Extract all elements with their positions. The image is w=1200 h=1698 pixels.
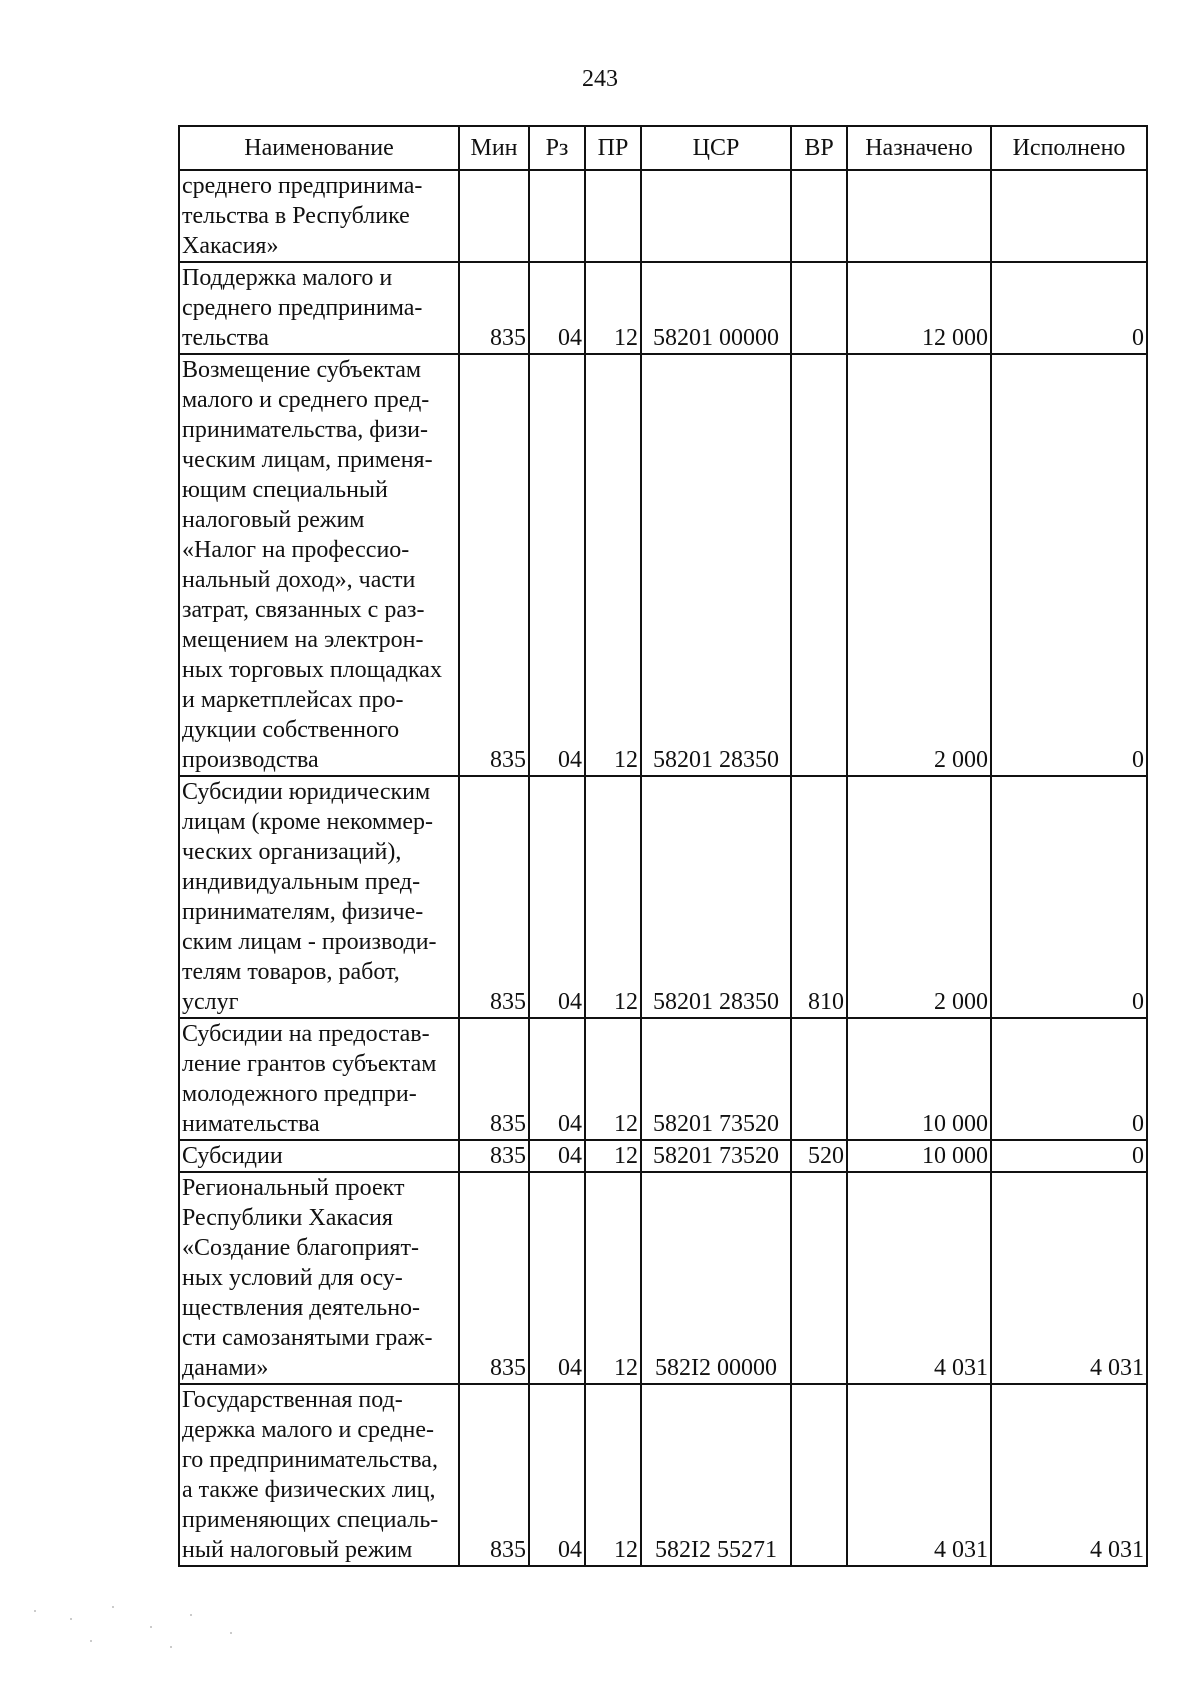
cell-executed: 4 031: [991, 1384, 1147, 1566]
cell-min: 835: [459, 1018, 529, 1140]
cell-vr: [791, 1172, 847, 1384]
name-line: дукции собственного: [182, 717, 400, 743]
table-body: [179, 170, 1147, 1566]
table-row: [179, 1172, 1147, 1384]
name-line: ных торговых площадках: [182, 657, 442, 683]
name-line: Субсидии: [182, 1143, 283, 1169]
cell-name: [179, 776, 459, 1018]
cell-assigned: 10 000: [847, 1140, 991, 1172]
name-line: Региональный проект: [182, 1175, 405, 1201]
table-row: [179, 776, 1147, 1018]
cell-vr: [791, 262, 847, 354]
cell-executed: 0: [991, 1140, 1147, 1172]
cell-pr: 12: [585, 1140, 641, 1172]
cell-name: [179, 1172, 459, 1384]
cell-assigned: [847, 170, 991, 262]
cell-csr: 58201 28350: [641, 776, 791, 1018]
cell-assigned: 2 000: [847, 354, 991, 776]
cell-csr: 58201 00000: [641, 262, 791, 354]
cell-csr: 58201 28350: [641, 354, 791, 776]
cell-csr: [641, 170, 791, 262]
cell-name: [179, 170, 459, 262]
cell-executed: 0: [991, 776, 1147, 1018]
name-line: Хакасия»: [182, 233, 279, 259]
cell-min: 835: [459, 262, 529, 354]
cell-rz: 04: [529, 1018, 585, 1140]
cell-pr: 12: [585, 1384, 641, 1566]
cell-min: 835: [459, 1384, 529, 1566]
cell-assigned: 12 000: [847, 262, 991, 354]
cell-executed: 0: [991, 1018, 1147, 1140]
budget-table: [178, 125, 1148, 1567]
name-line: ных условий для осу-: [182, 1265, 403, 1291]
name-line: Субсидии на предостав-: [182, 1021, 430, 1047]
name-line: среднего предпринима-: [182, 295, 423, 321]
cell-pr: 12: [585, 1018, 641, 1140]
table-row: [179, 354, 1147, 776]
cell-executed: [991, 170, 1147, 262]
cell-csr: 582I2 00000: [641, 1172, 791, 1384]
name-line: принимательства, физи-: [182, 417, 429, 443]
name-line: Республики Хакасия: [182, 1205, 393, 1231]
header-pr: ПР: [585, 126, 641, 170]
header-assigned: Назначено: [847, 126, 991, 170]
cell-name: [179, 1018, 459, 1140]
name-line: производства: [182, 747, 319, 773]
cell-min: 835: [459, 354, 529, 776]
cell-executed: 0: [991, 354, 1147, 776]
name-line: ление грантов субъектам: [182, 1051, 437, 1077]
name-line: ским лицам - производи-: [182, 929, 437, 955]
name-line: держка малого и средне-: [182, 1417, 435, 1443]
name-line: тельства в Республике: [182, 203, 410, 229]
cell-rz: 04: [529, 354, 585, 776]
cell-pr: 12: [585, 262, 641, 354]
cell-rz: 04: [529, 776, 585, 1018]
cell-rz: 04: [529, 1384, 585, 1566]
cell-pr: 12: [585, 354, 641, 776]
header-name: Наименование: [179, 126, 459, 170]
name-line: молодежного предпри-: [182, 1081, 417, 1107]
cell-assigned: 10 000: [847, 1018, 991, 1140]
cell-vr: [791, 1384, 847, 1566]
name-line: телям товаров, работ,: [182, 959, 400, 985]
table-row: [179, 170, 1147, 262]
header-rz: Рз: [529, 126, 585, 170]
scan-noise: [30, 1600, 260, 1660]
header-vr: ВР: [791, 126, 847, 170]
cell-name: [179, 1140, 459, 1172]
name-line: ческим лицам, применя-: [182, 447, 433, 473]
table-row: [179, 262, 1147, 354]
name-line: Поддержка малого и: [182, 265, 393, 291]
name-line: тельства: [182, 325, 269, 351]
cell-pr: [585, 170, 641, 262]
cell-min: [459, 170, 529, 262]
name-line: мещением на электрон-: [182, 627, 424, 653]
name-line: ный налоговый режим: [182, 1537, 413, 1563]
cell-vr: 810: [791, 776, 847, 1018]
cell-vr: [791, 170, 847, 262]
cell-csr: 58201 73520: [641, 1018, 791, 1140]
cell-csr: 582I2 55271: [641, 1384, 791, 1566]
cell-min: 835: [459, 1140, 529, 1172]
cell-min: 835: [459, 1172, 529, 1384]
name-line: «Создание благоприят-: [182, 1235, 419, 1261]
cell-assigned: 4 031: [847, 1384, 991, 1566]
name-line: ческих организаций),: [182, 839, 402, 865]
name-line: малого и среднего пред-: [182, 387, 430, 413]
header-csr: ЦСР: [641, 126, 791, 170]
name-line: налоговый режим: [182, 507, 365, 533]
name-line: и маркетплейсах про-: [182, 687, 404, 713]
cell-vr: [791, 1018, 847, 1140]
table-header-row: [179, 126, 1147, 170]
name-line: а также физических лиц,: [182, 1477, 436, 1503]
cell-rz: 04: [529, 262, 585, 354]
name-line: применяющих специаль-: [182, 1507, 439, 1533]
name-line: ществления деятельно-: [182, 1295, 421, 1321]
name-line: среднего предпринима-: [182, 173, 423, 199]
name-line: ющим специальный: [182, 477, 388, 503]
name-line: принимателям, физиче-: [182, 899, 424, 925]
name-line: «Налог на профессио-: [182, 537, 410, 563]
name-line: лицам (кроме некоммер-: [182, 809, 434, 835]
name-line: сти самозанятыми граж-: [182, 1325, 433, 1351]
name-line: го предпринимательства,: [182, 1447, 438, 1473]
cell-executed: 4 031: [991, 1172, 1147, 1384]
cell-name: [179, 354, 459, 776]
name-line: Возмещение субъектам: [182, 357, 422, 383]
name-line: Государственная под-: [182, 1387, 403, 1413]
name-line: данами»: [182, 1355, 269, 1381]
table-row: [179, 1384, 1147, 1566]
cell-name: [179, 1384, 459, 1566]
header-executed: Исполнено: [991, 126, 1147, 170]
cell-rz: 04: [529, 1172, 585, 1384]
cell-executed: 0: [991, 262, 1147, 354]
name-line: затрат, связанных с раз-: [182, 597, 425, 623]
cell-vr: 520: [791, 1140, 847, 1172]
table-row: [179, 1140, 1147, 1172]
cell-assigned: 4 031: [847, 1172, 991, 1384]
page-number: 243: [582, 66, 618, 92]
table-row: [179, 1018, 1147, 1140]
cell-assigned: 2 000: [847, 776, 991, 1018]
name-line: индивидуальным пред-: [182, 869, 421, 895]
cell-vr: [791, 354, 847, 776]
cell-csr: 58201 73520: [641, 1140, 791, 1172]
name-line: Субсидии юридическим: [182, 779, 431, 805]
cell-min: 835: [459, 776, 529, 1018]
name-line: нимательства: [182, 1111, 320, 1137]
cell-pr: 12: [585, 1172, 641, 1384]
cell-rz: [529, 170, 585, 262]
header-min: Мин: [459, 126, 529, 170]
cell-pr: 12: [585, 776, 641, 1018]
cell-rz: 04: [529, 1140, 585, 1172]
name-line: услуг: [182, 989, 239, 1015]
cell-name: [179, 262, 459, 354]
name-line: нальный доход», части: [182, 567, 416, 593]
